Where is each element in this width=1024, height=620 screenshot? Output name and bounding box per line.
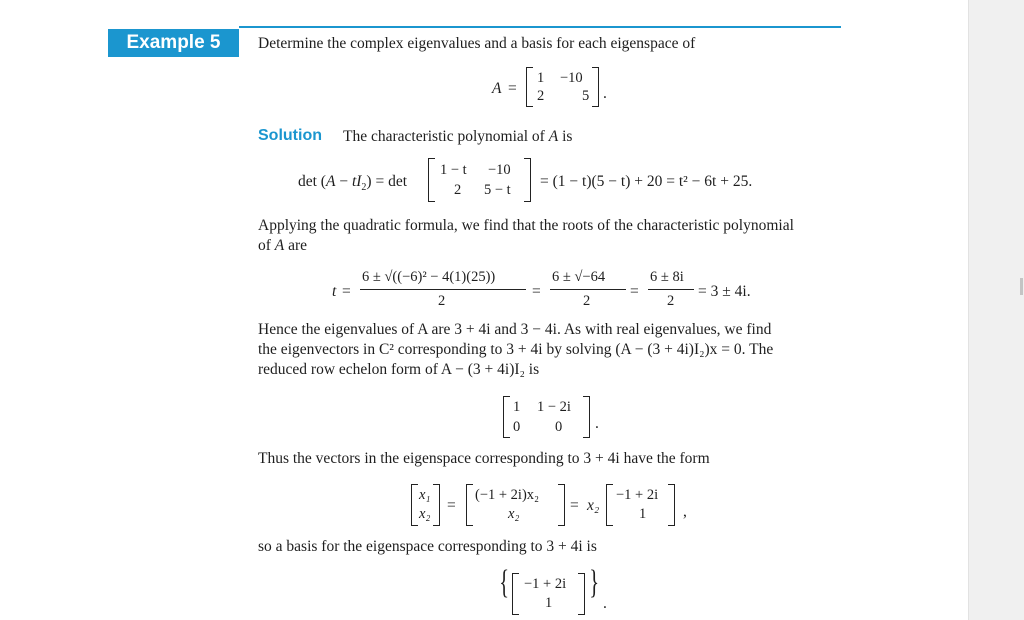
equals-sign: =	[447, 497, 456, 514]
right-bracket	[668, 484, 675, 526]
matrix-cell: −10	[560, 70, 583, 86]
viewer-side-panel	[968, 0, 1024, 620]
fraction-bar	[648, 289, 694, 290]
solution-heading: Solution	[258, 127, 322, 144]
matrix-a	[526, 67, 600, 107]
fraction-numerator: 6 ± √−64	[552, 269, 606, 285]
matrix-cell: 0	[513, 419, 521, 435]
example-label: Example 5	[108, 29, 239, 57]
vector-entry: x₂	[508, 506, 520, 522]
vector-entry: −1 + 2i	[524, 576, 567, 592]
basis-vector	[512, 573, 586, 615]
right-brace: }	[589, 564, 600, 601]
left-bracket	[428, 158, 435, 202]
equals-sign: =	[570, 497, 579, 514]
right-bracket	[558, 484, 565, 526]
vector-x	[411, 484, 441, 526]
eigenvalue-text-line2: the eigenvectors in C² corresponding to 3 + 4i by solving (A − (3 + 4i)I₂)x = 0. The	[258, 341, 774, 358]
det-expression: $\det (A - tI_2) = \det$	[298, 173, 408, 194]
vector-entry: 1	[639, 506, 647, 522]
fraction-bar	[360, 289, 526, 290]
problem-statement: Determine the complex eigenvalues and a basis for each eigenspace of	[258, 35, 696, 52]
right-bracket	[592, 67, 599, 107]
eigenspace-form-text: Thus the vectors in the eigenspace corresponding to 3 + 4i have the form	[258, 450, 710, 467]
comma: ,	[683, 503, 687, 520]
left-bracket	[526, 67, 533, 107]
scrollbar-handle[interactable]	[1020, 278, 1023, 295]
equals-sign: =	[342, 283, 351, 300]
vector-entry: x₂	[419, 506, 431, 522]
quadratic-text-line1: Applying the quadratic formula, we find that the roots of the characteristic polynomial	[258, 217, 794, 234]
matrix-cell: −10	[488, 162, 511, 178]
matrix-cell: 0	[555, 419, 563, 435]
header-rule	[239, 26, 841, 28]
vector-basis	[606, 484, 676, 526]
vector-entry: −1 + 2i	[616, 487, 659, 503]
variable-t: t	[332, 283, 337, 300]
equals-sign: =	[532, 283, 541, 300]
vector-entry: 1	[545, 595, 553, 611]
matrix-cell: 5	[582, 88, 590, 104]
fraction-numerator: 6 ± 8i	[650, 269, 684, 285]
matrix-cell: 2	[537, 88, 545, 104]
matrix-cell: 2	[454, 182, 462, 198]
matrix-cell: 1	[537, 70, 545, 86]
right-bracket	[578, 573, 585, 615]
right-bracket	[433, 484, 440, 526]
left-bracket	[503, 396, 510, 438]
eigenvalue-text-line3: reduced row echelon form of A − (3 + 4i)I₂ is	[258, 361, 540, 378]
fraction-numerator: 6 ± √((−6)² − 4(1)(25))	[362, 269, 496, 285]
vector-middle	[466, 484, 566, 526]
left-bracket	[606, 484, 613, 526]
fraction-denominator: 2	[667, 293, 675, 309]
scalar-x2: x₂	[587, 497, 600, 514]
solution-intro: The characteristic polynomial of A is	[343, 128, 573, 145]
fraction-denominator: 2	[583, 293, 591, 309]
period: .	[603, 85, 607, 102]
left-bracket	[512, 573, 519, 615]
right-bracket	[524, 158, 531, 202]
matrix-cell: 1 − 2i	[537, 399, 571, 415]
matrix-cell: 1	[513, 399, 521, 415]
matrix-cell: 5 − t	[484, 182, 511, 198]
period: .	[595, 415, 599, 432]
rref-matrix	[503, 396, 593, 438]
left-bracket	[411, 484, 418, 526]
left-bracket	[466, 484, 473, 526]
quadratic-text-line2: of A are	[258, 237, 308, 254]
right-bracket	[583, 396, 590, 438]
matrix-cell: 1 − t	[440, 162, 467, 178]
equals-sign: =	[630, 283, 639, 300]
fraction-denominator: 2	[438, 293, 446, 309]
equals-sign: =	[508, 80, 517, 97]
matrix-name: A	[492, 80, 502, 97]
polynomial-expansion: = (1 − t)(5 − t) + 20 = t² − 6t + 25.	[540, 173, 753, 190]
vector-entry: x₁	[419, 487, 431, 503]
roots-result: = 3 ± 4i.	[698, 283, 751, 300]
left-brace: {	[499, 564, 510, 601]
fraction-bar	[550, 289, 626, 290]
characteristic-matrix	[428, 158, 532, 202]
basis-text: so a basis for the eigenspace corresponding to 3 + 4i is	[258, 538, 597, 555]
vector-entry: (−1 + 2i)x₂	[475, 487, 540, 503]
period: .	[603, 595, 607, 612]
eigenvalue-text-line1: Hence the eigenvalues of A are 3 + 4i and 3 − 4i. As with real eigenvalues, we find	[258, 321, 772, 338]
